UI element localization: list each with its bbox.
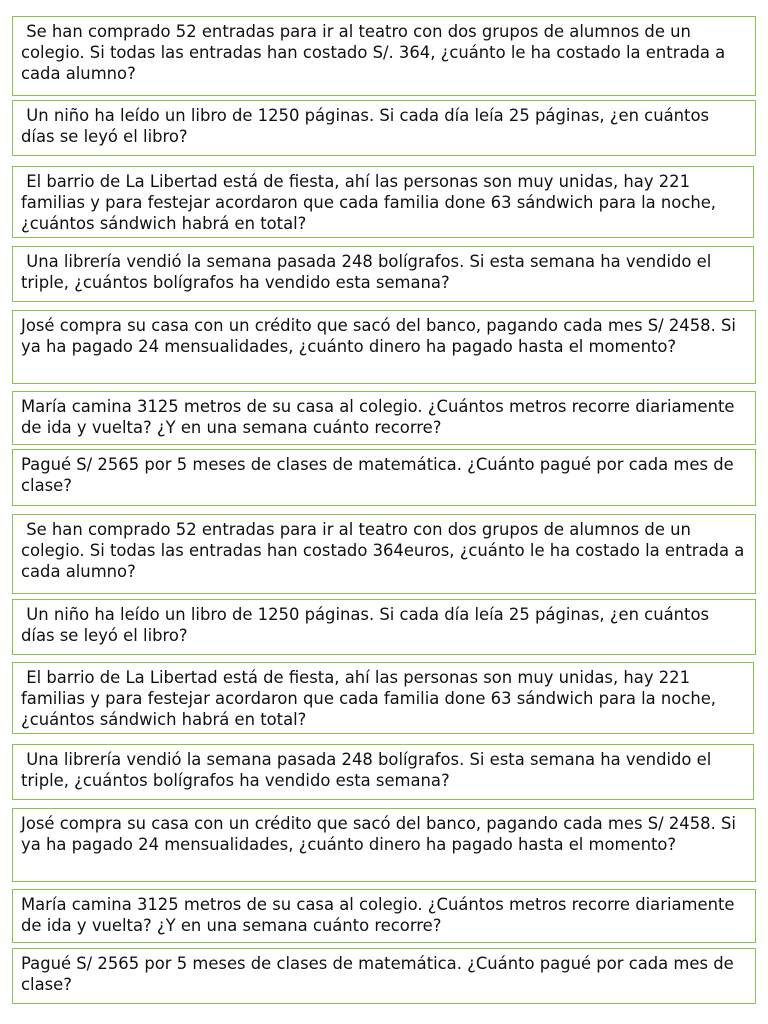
problem-text: Una librería vendió la semana pasada 248 bolígrafos. Si esta semana ha vendido el triple, ¿cuántos bolígrafos ha vendido esta semana? — [21, 252, 717, 292]
problem-card — [12, 449, 756, 506]
problem-text: Se han comprado 52 entradas para ir al teatro con dos grupos de alumnos de un colegio. Si todas las entradas han costado S/. 364, ¿cuánto le ha costado la entrada a cada alumno? — [21, 22, 731, 83]
problem-text: Un niño ha leído un libro de 1250 páginas. Si cada día leía 25 páginas, ¿en cuántos días se leyó el libro? — [21, 106, 715, 146]
problem-text: Un niño ha leído un libro de 1250 páginas. Si cada día leía 25 páginas, ¿en cuántos días se leyó el libro? — [21, 605, 715, 645]
problem-card — [12, 166, 754, 238]
problem-text: El barrio de La Libertad está de fiesta, ahí las personas son muy unidas, hay 221 familias y para festejar acordaron que cada familia done 63 sándwich para la noche, ¿cuántos sándwich habrá en total? — [21, 172, 722, 233]
problem-text: José compra su casa con un crédito que sacó del banco, pagando cada mes S/ 2458. Si ya ha pagado 24 mensualidades, ¿cuánto dinero ha pagado hasta el momento? — [21, 316, 742, 356]
problem-card — [12, 100, 756, 156]
problem-card — [12, 310, 756, 384]
problem-text: El barrio de La Libertad está de fiesta, ahí las personas son muy unidas, hay 221 familias y para festejar acordaron que cada familia done 63 sándwich para la noche, ¿cuántos sándwich habrá en total? — [21, 668, 722, 729]
problem-text: Pagué S/ 2565 por 5 meses de clases de matemática. ¿Cuánto pagué por cada mes de clase? — [21, 455, 739, 495]
problem-text: María camina 3125 metros de su casa al colegio. ¿Cuántos metros recorre diariamente de ida y vuelta? ¿Y en una semana cuánto recorre? — [21, 397, 740, 437]
problem-text: María camina 3125 metros de su casa al colegio. ¿Cuántos metros recorre diariamente de ida y vuelta? ¿Y en una semana cuánto recorre? — [21, 895, 740, 935]
problem-card — [12, 246, 754, 302]
problem-card — [12, 948, 756, 1004]
problem-card — [12, 662, 754, 734]
problem-card — [12, 514, 756, 594]
problem-card — [12, 16, 756, 96]
problem-card — [12, 744, 754, 800]
problem-card — [12, 599, 756, 655]
problem-text: Una librería vendió la semana pasada 248 bolígrafos. Si esta semana ha vendido el triple, ¿cuántos bolígrafos ha vendido esta semana? — [21, 750, 717, 790]
problem-card — [12, 391, 756, 445]
problem-text: Pagué S/ 2565 por 5 meses de clases de matemática. ¿Cuánto pagué por cada mes de clase? — [21, 954, 739, 994]
problem-card — [12, 889, 756, 943]
problem-text: Se han comprado 52 entradas para ir al teatro con dos grupos de alumnos de un colegio. Si todas las entradas han costado 364euros, ¿cuánto le ha costado la entrada a cada alumno? — [21, 520, 750, 581]
problem-text: José compra su casa con un crédito que sacó del banco, pagando cada mes S/ 2458. Si ya ha pagado 24 mensualidades, ¿cuánto dinero ha pagado hasta el momento? — [21, 814, 742, 854]
problem-card — [12, 808, 756, 882]
